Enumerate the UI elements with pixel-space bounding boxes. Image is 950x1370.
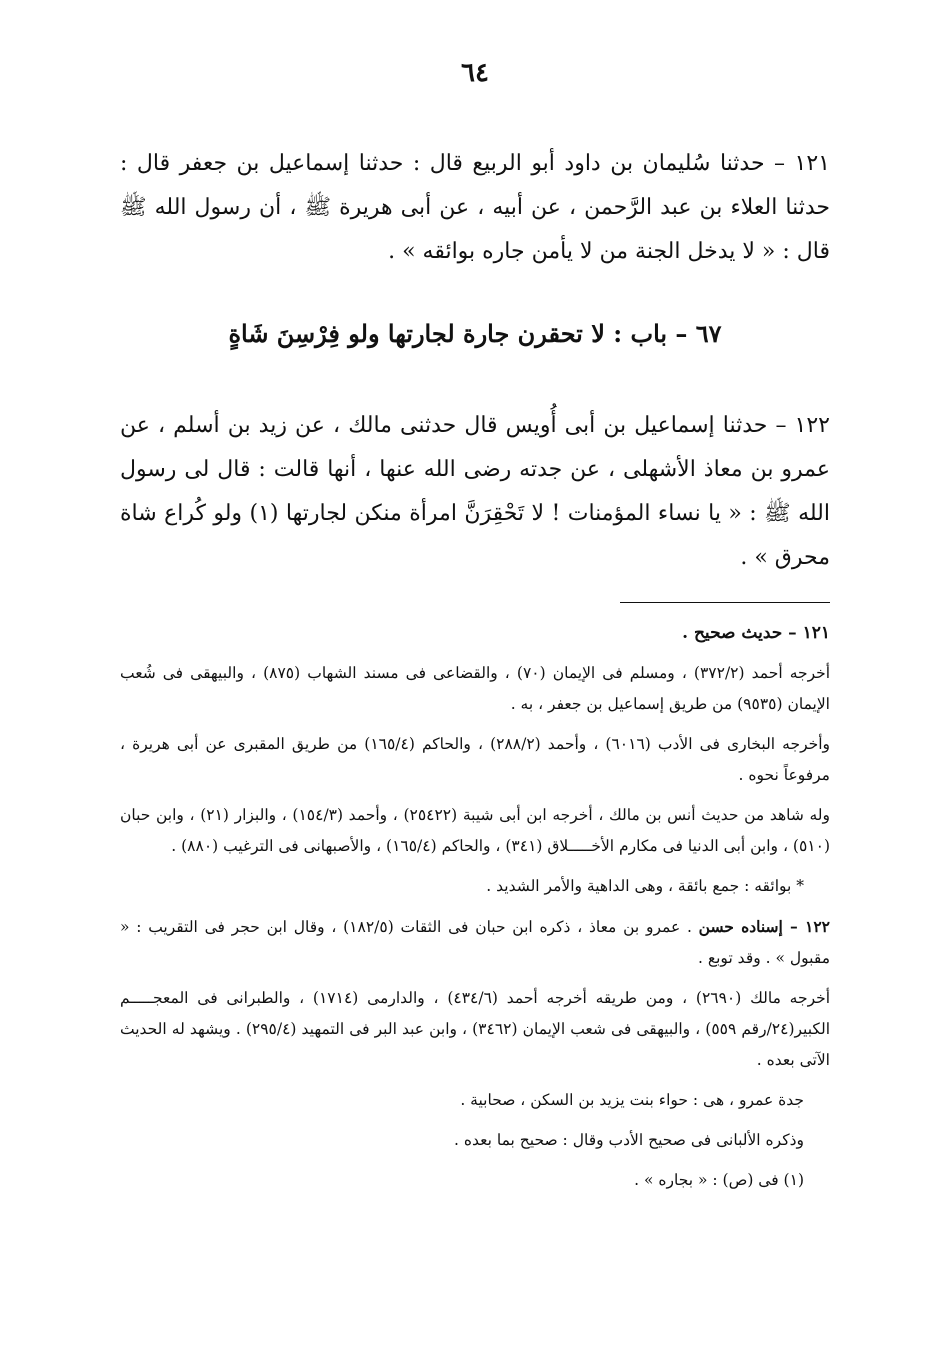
note-122-heading: ١٢٢ – إسناده حسن xyxy=(698,917,830,936)
note-122-isnad-text: . عمرو بن معاذ ، ذكره ابن حبان فى الثقات (١٨٢/٥) ، وقال ابن حجر فى التقريب : « مقبول » . وقد توبع . xyxy=(120,918,830,967)
note-121-gloss: * بوائقه : جمع بائقة ، وهى الداهية والأمر الشديد . xyxy=(486,877,804,895)
hadith-122-text: ١٢٢ – حدثنا إسماعيل بن أبى أُويس قال حدثنى مالك ، عن زيد بن أسلم ، عن عمرو بن معاذ الأشهلى ، عن جدته رضى الله عنها ، أنها قالت : قال لى رسول الله ﷺ : « يا نساء المؤمنات ! لا تَحْقِرَنَّ امرأة منكن لجارتها (١) ولو كُراع شاة محرق » . xyxy=(120,413,830,570)
note-121-takhrij: أخرجه أحمد (٣٧٢/٢) ، ومسلم فى الإيمان (٧٠) ، والقضاعى فى مسند الشهاب (٨٧٥) ، والبيهقى فى شُعب الإيمان (٩٥٣٥) من طريق إسماعيل بن جعفر ، به . xyxy=(120,664,831,713)
page-number: ٦٤ xyxy=(461,58,489,88)
note-121-shahid: وله شاهد من حديث أنس بن مالك ، أخرجه ابن أبى شيبة (٢٥٤٢٢) ، وأحمد (١٥٤/٣) ، والبزار (٢١) ، وابن حبان (٥١٠) ، وابن أبى الدنيا فى مكارم الأخـــــلاق (٣٤١) ، والحاكم (١٦٥/٤) ، والأصبهانى فى الترغيب (٨٨٠) . xyxy=(120,806,831,855)
footnote-separator xyxy=(620,602,830,603)
commentary-notes xyxy=(120,618,830,1205)
footnote-1: (١) فى (ص) : « بجاره » . xyxy=(634,1171,804,1189)
hadith-121-text: ١٢١ – حدثنا سُليمان بن داود أبو الربيع قال : حدثنا إسماعيل بن جعفر قال : حدثنا العلاء بن عبد الرَّحمن ، عن أبيه ، عن أبى هريرة ﷺ ، أن رسول الله ﷺ قال : « لا يدخل الجنة من لا يأمن جاره بوائقه » . xyxy=(120,151,830,264)
note-122-grandmother: جدة عمرو ، هى : حواء بنت يزيد بن السكن ، صحابية . xyxy=(460,1091,804,1109)
note-121-bukhari: وأخرجه البخارى فى الأدب (٦٠١٦) ، وأحمد (٢٨٨/٢) ، والحاكم (١٦٥/٤) من طريق المقبرى عن أبى هريرة ، مرفوعاً نحوه . xyxy=(120,735,830,784)
chapter-heading: ٦٧ – باب : لا تحقرن جارة لجارتها ولو فِرْسِنَ شَاةٍ xyxy=(228,319,722,348)
note-121-heading: ١٢١ – حديث صحيح . xyxy=(682,623,830,643)
note-122-isnad xyxy=(120,911,830,974)
note-122-albani: وذكره الألبانى فى صحيح الأدب وقال : صحيح بما بعده . xyxy=(454,1131,804,1149)
note-122-takhrij: أخرجه مالك (٢٦٩٠) ، ومن طريقه أخرجه أحمد (٤٣٤/٦) ، والدارمى (١٧١٤) ، والطبرانى فى المعجـــــم الكبير(٢٤/رقم ٥٥٩) ، والبيهقى فى شعب الإيمان (٣٤٦٢) ، وابن عبد البر فى التمهيد (٢٩٥/٤) . ويشهد له الحديث الآتى بعده . xyxy=(120,989,831,1069)
